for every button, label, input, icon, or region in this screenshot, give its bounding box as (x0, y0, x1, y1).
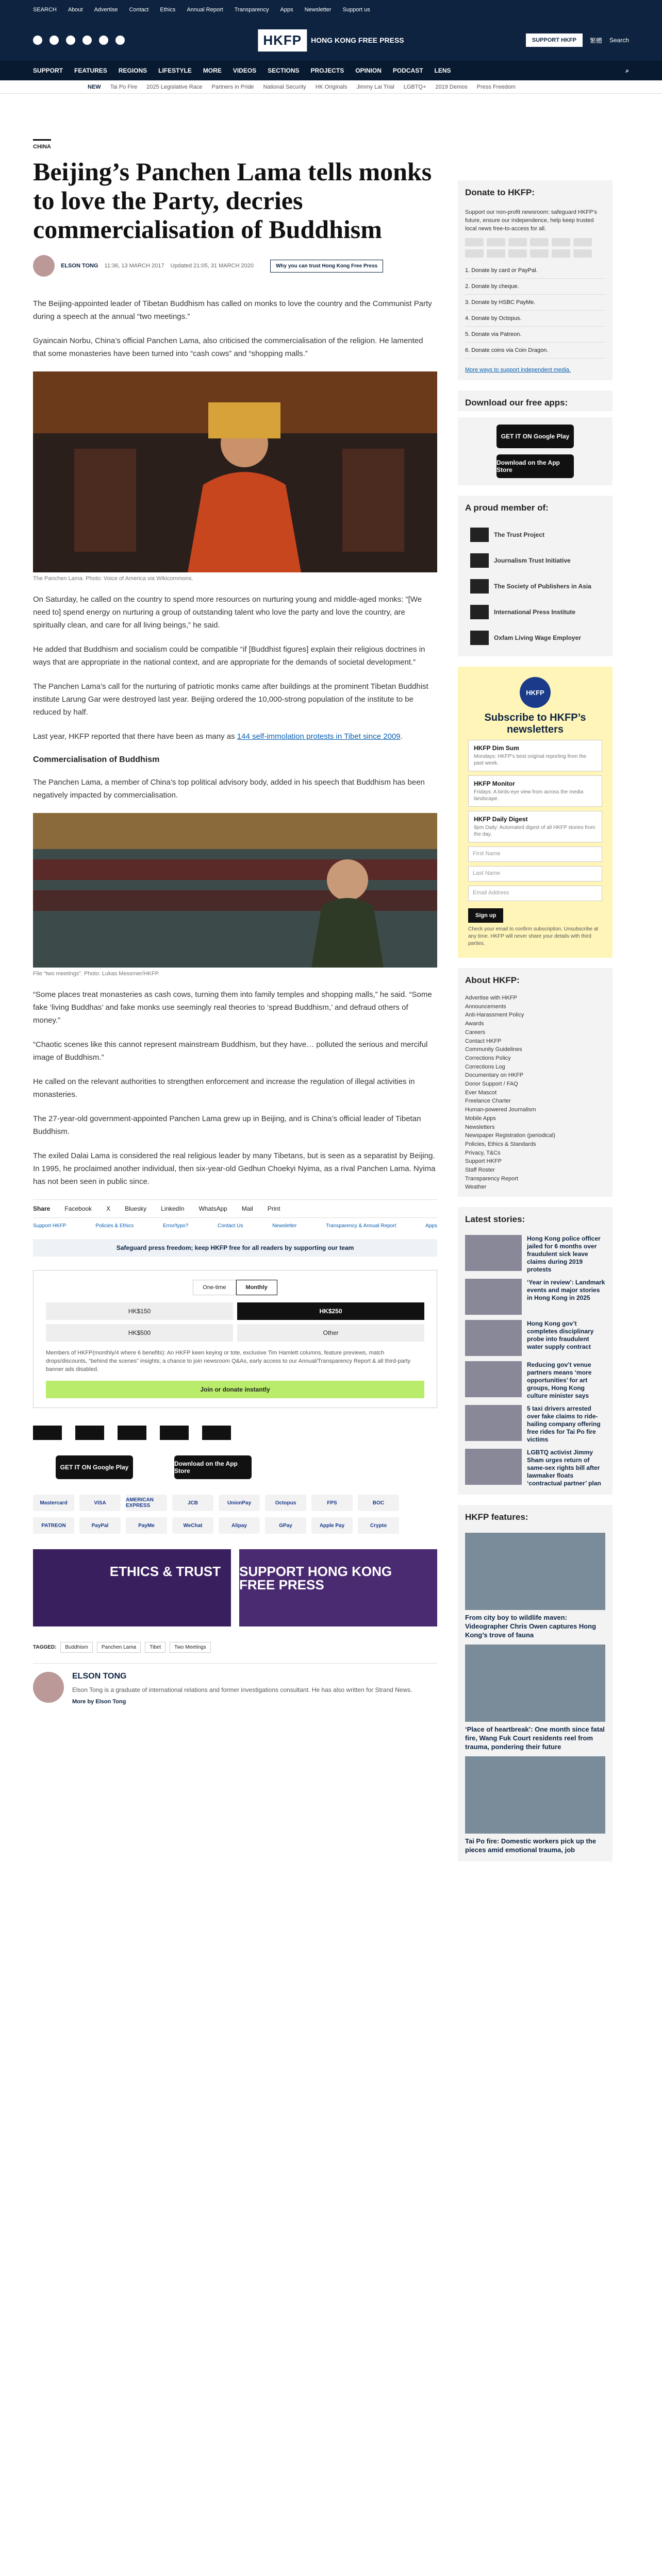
latest-story[interactable] (465, 1279, 605, 1315)
feature-title: From city boy to wildlife maven: Videographer Chris Owen captures Hong Kong’s trove of fauna (465, 1614, 597, 1639)
about-link[interactable]: Newsletters (465, 1124, 495, 1130)
tags-row (33, 1642, 437, 1653)
amount-option[interactable]: HK$500 (46, 1324, 233, 1342)
photo-illustration (33, 371, 437, 572)
author-name[interactable]: ELSON TONG (61, 263, 98, 269)
language-toggle[interactable]: 繁體 (589, 37, 602, 44)
safeguard-banner[interactable]: Safeguard press freedom; keep HKFP free for all readers by supporting our team (33, 1239, 437, 1257)
nav-item[interactable]: PROJECTS (310, 67, 344, 74)
visa-icon: VISA (79, 1495, 121, 1511)
about-link[interactable]: Transparency Report (465, 1175, 518, 1182)
newsletter-desc: Fridays: A birds-eye view from across the media landscape. (474, 789, 584, 802)
newsletter-name: HKFP Dim Sum (474, 744, 519, 752)
about-link[interactable]: Careers (465, 1029, 486, 1036)
paragraph: The Beijing-appointed leader of Tibetan Buddhism has called on monks to love the country and the Communist Party during a speech at the annual “two meetings.” (33, 299, 432, 321)
more-ways-link[interactable]: More ways to support independent media. (465, 367, 571, 373)
share-facebook[interactable]: Facebook (64, 1205, 92, 1212)
top-link[interactable]: About (68, 7, 83, 13)
paragraph: “Some places treat monasteries as cash cows, turning them into family temples and shopping malls,” he said. “Some fake ‘living Buddhas’ and fake monks use seemingly real theories to ‘spread Buddhism,’ and defraud others of money.” (33, 990, 432, 1025)
author-box (33, 1663, 437, 1705)
app-store-badge[interactable]: Download on the App Store (174, 1455, 252, 1479)
main-nav (0, 61, 662, 80)
paragraph: The exiled Dalai Lama is considered the real religious leader by many Tibetans, but is seen as a separatist by Beijing. In 1995, he proclaimed another individual, then six-year-old Gedhun Choekyi Nyima, as a rival Panchen Lama. Nyima has not been seen in public since. (33, 1151, 436, 1186)
policy-link[interactable]: Policies & Ethics (95, 1223, 134, 1229)
newsletter-name: HKFP Daily Digest (474, 816, 528, 823)
tags-label: TAGGED: (33, 1645, 57, 1650)
sign-up-button[interactable]: Sign up (468, 908, 503, 923)
member-name: Oxfam Living Wage Employer (494, 634, 581, 641)
paragraph: Gyaincain Norbu, China’s official Panchen Lama, also criticised the commercialisation of the religion. He lamented that some monasteries have been turned into “cash cows” and “shopping malls.” (33, 336, 423, 358)
about-link[interactable]: Staff Roster (465, 1167, 495, 1174)
alipay-icon: Alipay (219, 1517, 260, 1534)
nav-item[interactable]: REGIONS (118, 67, 147, 74)
amount-option-selected[interactable]: HK$250 (237, 1302, 424, 1320)
top-link[interactable]: Ethics (160, 7, 176, 13)
ticker-link[interactable]: LGBTQ+ (403, 83, 426, 90)
about-link[interactable]: Community Guidelines (465, 1046, 522, 1053)
story-thumbnail (465, 1449, 522, 1485)
paragraph: The Panchen Lama’s call for the nurturing of patriotic monks came after buildings at the prominent Tibetan Buddhist institute Larung Gar were destroyed last year. Beijing ordered the 10,000-strong population of the institute to be reduced by half. (33, 682, 428, 717)
google-play-badge[interactable]: GET IT ON Google Play (56, 1455, 133, 1479)
author-bio: Elson Tong is a graduate of international relations and former investigations consultant. He has also written for Strand News. (72, 1686, 412, 1693)
updated-date: Updated 21:05, 31 MARCH 2020 (170, 263, 254, 269)
donation-widget (33, 1270, 437, 1408)
linkedin-icon[interactable] (99, 36, 108, 45)
about-link[interactable]: Policies, Ethics & Standards (465, 1141, 536, 1147)
member-name: International Press Institute (494, 608, 576, 616)
sidebar (458, 180, 613, 1861)
about-link[interactable]: Advertise with HKFP (465, 995, 517, 1001)
nav-item[interactable]: MORE (203, 67, 222, 74)
search-icon[interactable]: ⌕ (625, 66, 629, 74)
donate-heading: Donate to HKFP: (458, 180, 613, 201)
about-link[interactable]: Freelance Charter (465, 1098, 511, 1105)
story-thumbnail (465, 1405, 522, 1441)
pay-icon (573, 238, 592, 246)
newsletter-name: HKFP Monitor (474, 780, 515, 787)
ipi-logo (160, 1426, 189, 1440)
share-x[interactable]: X (106, 1205, 111, 1212)
top-link[interactable]: Newsletter (304, 7, 332, 13)
donate-payment-icons (465, 238, 605, 258)
pay-icon (508, 249, 527, 258)
amount-option[interactable]: HK$150 (46, 1302, 233, 1320)
sopa-logo (470, 579, 489, 594)
photo-caption: The Panchen Lama. Photo: Voice of America via Wikicommons. (33, 575, 193, 582)
newsletter-option[interactable] (468, 740, 602, 771)
jti-logo (470, 553, 489, 568)
member-item[interactable] (470, 528, 600, 542)
paragraph: “Chaotic scenes like this cannot represent mainstream Buddhism, but they have… polluted the serious and merciful image of Buddhism.” (33, 1040, 428, 1062)
trust-badge[interactable]: Why you can trust Hong Kong Free Press (270, 260, 383, 273)
wechat-icon: WeChat (172, 1517, 213, 1534)
nav-item[interactable]: VIDEOS (233, 67, 257, 74)
ethics-banner[interactable] (33, 1549, 231, 1626)
donate-option[interactable]: 4. Donate by Octopus. (465, 311, 605, 327)
latest-story[interactable] (465, 1235, 605, 1274)
tag[interactable]: Panchen Lama (97, 1642, 141, 1653)
patreon-icon: PATREON (33, 1517, 74, 1534)
donate-option[interactable]: 6. Donate coins via Coin Dragon. (465, 343, 605, 359)
pay-icon (508, 238, 527, 246)
about-link[interactable]: Corrections Log (465, 1063, 505, 1070)
member-heading: A proud member of: (458, 496, 613, 516)
jcb-icon: JCB (172, 1495, 213, 1511)
ticker-link[interactable]: Tai Po Fire (110, 83, 138, 90)
about-link[interactable]: Donor Support / FAQ (465, 1081, 518, 1088)
app-store-badges (56, 1455, 437, 1479)
latest-heading: Latest stories: (458, 1207, 613, 1228)
photo-illustration (33, 813, 437, 968)
policy-link[interactable]: Contact Us (217, 1223, 243, 1229)
oxfam-logo (202, 1426, 231, 1440)
publish-date: 11:36, 13 MARCH 2017 (104, 263, 164, 269)
story-thumbnail (465, 1279, 522, 1315)
frequency-monthly[interactable]: Monthly (236, 1280, 277, 1295)
more-by-author-link[interactable]: More by Elson Tong (72, 1699, 126, 1705)
tag[interactable]: Tibet (145, 1642, 166, 1653)
latest-story[interactable] (465, 1449, 605, 1487)
top-link[interactable]: SEARCH (33, 7, 57, 13)
trust-project-logo (33, 1426, 62, 1440)
search-link[interactable]: Search (609, 37, 629, 44)
story-title: ‘Year in review’: Landmark events and major stories in Hong Kong in 2025 (527, 1279, 605, 1302)
email-field[interactable]: Email Address (468, 886, 602, 901)
sopa-logo (118, 1426, 146, 1440)
story-title: LGBTQ activist Jimmy Sham urges return of same-sex rights bill after lawmaker floats ‘contractual partner’ plan (527, 1449, 601, 1487)
logo-text: HONG KONG FREE PRESS (311, 36, 404, 44)
about-link[interactable]: Announcements (465, 1003, 506, 1010)
nav-item[interactable]: PODCAST (392, 67, 423, 74)
latest-stories (458, 1228, 613, 1495)
paragraph: He called on the relevant authorities to strengthen enforcement and increase the regulation of illegal activities in monasteries. (33, 1077, 415, 1099)
member-logos (458, 516, 613, 656)
member-item[interactable] (470, 631, 600, 645)
author-avatar (33, 255, 55, 277)
facebook-icon[interactable] (33, 36, 42, 45)
nav-item[interactable]: SECTIONS (268, 67, 300, 74)
crypto-icon: Crypto (358, 1517, 399, 1534)
self-immolation-link[interactable]: 144 self-immolation protests in Tibet since 2009 (237, 732, 401, 741)
category-label[interactable]: CHINA (33, 139, 51, 150)
story-title: Hong Kong police officer jailed for 6 months over fraudulent sick leave claims during 2019 protests (527, 1235, 601, 1274)
amount-option-other[interactable]: Other (237, 1324, 424, 1342)
payment-methods (33, 1495, 437, 1534)
byline (33, 255, 437, 277)
pay-icon (465, 238, 484, 246)
pay-icon (530, 249, 549, 258)
share-linkedin[interactable]: LinkedIn (161, 1205, 185, 1212)
support-banner[interactable] (239, 1549, 437, 1626)
about-heading: About HKFP: (458, 968, 613, 989)
member-name: The Trust Project (494, 531, 545, 538)
share-bar (33, 1199, 437, 1218)
first-name-field[interactable]: First Name (468, 846, 602, 862)
member-item[interactable] (470, 553, 600, 568)
feature-image (465, 1756, 605, 1834)
site-logo[interactable] (258, 29, 404, 52)
panchen-lama-photo (33, 371, 437, 572)
hkfp-logo: HKFP (520, 677, 551, 708)
about-link[interactable]: Anti-Harassment Policy (465, 1012, 524, 1019)
unionpay-icon: UnionPay (219, 1495, 260, 1511)
feature-story[interactable] (465, 1756, 605, 1854)
about-list (458, 989, 613, 1197)
mastercard-icon: Mastercard (33, 1495, 74, 1511)
payme-icon: PayMe (126, 1517, 167, 1534)
top-link[interactable]: Transparency (234, 7, 269, 13)
newsletter-box (458, 667, 613, 958)
ticker-link[interactable]: 2019 Demos (435, 83, 468, 90)
about-link[interactable]: Mobile Apps (465, 1115, 496, 1122)
ipi-logo (470, 605, 489, 619)
top-link[interactable]: Support us (342, 7, 370, 13)
newsletter-title: Subscribe to HKFP’s newsletters (484, 712, 586, 735)
photo-caption: File “two meetings”. Photo: Lukas Messmer/HKFP. (33, 971, 160, 977)
boc-icon: BOC (358, 1495, 399, 1511)
about-link[interactable]: Newspaper Registration (periodical) (465, 1132, 555, 1139)
ticker-label: NEW (88, 83, 101, 90)
pay-icon (552, 249, 570, 258)
nav-item[interactable]: FEATURES (74, 67, 107, 74)
frequency-one-time[interactable]: One-time (193, 1280, 236, 1295)
story-thumbnail (465, 1235, 522, 1271)
about-link[interactable]: Weather (465, 1184, 487, 1191)
section-heading: Commercialisation of Buddhism (33, 755, 160, 764)
ticker-link[interactable]: Partners in Pride (211, 83, 254, 90)
youtube-icon[interactable] (82, 36, 92, 45)
google-play-badge[interactable]: GET IT ON Google Play (496, 425, 574, 448)
pay-icon (487, 238, 505, 246)
octopus-icon: Octopus (265, 1495, 306, 1511)
paragraph: The Panchen Lama, a member of China’s top political advisory body, added in his speech that Buddhism has been negatively impacted by commercialisation. (33, 778, 425, 800)
nav-item[interactable]: OPINION (355, 67, 382, 74)
text-span: . (400, 732, 403, 741)
donate-option[interactable]: 1. Donate by card or PayPal. (465, 263, 605, 279)
nav-item[interactable]: LIFESTYLE (158, 67, 192, 74)
paragraph: On Saturday, he called on the country to spend more resources on nurturing young and middle-aged monks: “[We need to] spend energy on nurturing a group of outstanding talent who love the party and love the country, are spiritually clean, and care for all living beings,” he said. (33, 595, 422, 630)
policy-link[interactable]: Error/typo? (162, 1223, 189, 1229)
story-title: 5 taxi drivers arrested over fake claims to ride-hailing company offering free rides for Tai Po fire victims (527, 1405, 601, 1444)
share-bluesky[interactable]: Bluesky (125, 1205, 147, 1212)
applepay-icon: Apple Pay (311, 1517, 353, 1534)
member-name: The Society of Publishers in Asia (494, 583, 591, 590)
fps-icon: FPS (311, 1495, 353, 1511)
oxfam-logo (470, 631, 489, 645)
story-title: Reducing gov’t venue partners means ‘more opportunities’ for art groups, Hong Kong culture minister says (527, 1361, 592, 1400)
logo-mark: HKFP (258, 29, 307, 52)
pay-icon (465, 249, 484, 258)
feature-story[interactable] (465, 1645, 605, 1751)
apps-heading: Download our free apps: (458, 391, 613, 411)
last-name-field[interactable]: Last Name (468, 866, 602, 882)
top-link[interactable]: Advertise (94, 7, 118, 13)
social-icons (33, 36, 125, 45)
article-title: Beijing’s Panchen Lama tells monks to love the Party, decries commercialisation of Buddhism (33, 157, 432, 244)
policy-link[interactable]: Transparency & Annual Report (326, 1223, 396, 1229)
banner-title: ETHICS & TRUST (109, 1564, 221, 1579)
top-link[interactable]: Annual Report (187, 7, 223, 13)
partner-logos (33, 1426, 437, 1440)
ticker-link[interactable]: 2025 Legislative Race (146, 83, 203, 90)
jti-logo (75, 1426, 104, 1440)
ticker-link[interactable]: Press Freedom (476, 83, 516, 90)
donate-box (458, 201, 613, 380)
pay-icon (487, 249, 505, 258)
newsletter-desc: 9pm Daily: Automated digest of all HKFP stories from the day. (474, 825, 595, 837)
pay-icon (573, 249, 592, 258)
paragraph (33, 730, 437, 743)
donate-option[interactable]: 2. Donate by cheque. (465, 279, 605, 295)
rss-icon[interactable] (115, 36, 125, 45)
feature-title: ‘Place of heartbreak’: One month since fatal fire, Wang Fuk Court residents reel from trauma, pondering their future (465, 1725, 605, 1751)
instagram-icon[interactable] (66, 36, 75, 45)
share-print[interactable]: Print (267, 1205, 280, 1212)
apps-box (458, 417, 613, 485)
x-icon[interactable] (49, 36, 59, 45)
newsletter-option[interactable] (468, 775, 602, 807)
about-link[interactable]: Documentary on HKFP (465, 1072, 524, 1079)
feature-image (465, 1533, 605, 1610)
share-whatsapp[interactable]: WhatsApp (198, 1205, 227, 1212)
join-donate-button[interactable]: Join or donate instantly (46, 1381, 424, 1398)
donate-option[interactable]: 3. Donate by HSBC PayMe. (465, 295, 605, 311)
feature-story[interactable] (465, 1533, 605, 1639)
share-label: Share (33, 1205, 51, 1212)
member-item[interactable] (470, 579, 600, 594)
about-link[interactable]: Privacy, T&Cs (465, 1149, 501, 1156)
story-title: Hong Kong gov’t completes disciplinary probe into fraudulent water supply contract (527, 1320, 594, 1351)
features-heading: HKFP features: (458, 1505, 613, 1526)
author-box-name[interactable]: ELSON TONG (72, 1672, 127, 1681)
member-name: Journalism Trust Initiative (494, 557, 571, 564)
newsletter-note: Check your email to confirm subscription. Unsubscribe at any time. HKFP will never share your details with third parties. (468, 926, 599, 946)
pay-icon (552, 238, 570, 246)
paypal-icon: PayPal (79, 1517, 121, 1534)
story-thumbnail (465, 1320, 522, 1356)
tag[interactable]: Buddhism (60, 1642, 92, 1653)
author-avatar (33, 1672, 64, 1703)
ticker-link[interactable]: Jimmy Lai Trial (356, 83, 394, 90)
story-thumbnail (465, 1361, 522, 1397)
text-span: Last year, HKFP reported that there have been as many as (33, 732, 237, 741)
policy-link[interactable]: Apps (425, 1223, 437, 1229)
about-link[interactable]: Ever Mascot (465, 1089, 497, 1096)
two-meetings-photo (33, 813, 437, 968)
ticker-link[interactable]: National Security (263, 83, 306, 90)
policy-link[interactable]: Newsletter (272, 1223, 297, 1229)
latest-story[interactable] (465, 1361, 605, 1400)
banner-title: SUPPORT HONG KONG FREE PRESS (239, 1564, 392, 1592)
policy-link[interactable]: Support HKFP (33, 1223, 67, 1229)
article-body (33, 297, 437, 1188)
latest-story[interactable] (465, 1405, 605, 1444)
paragraph: The 27-year-old government-appointed Panchen Lama grew up in Beijing, and is China’s official leader of Tibetan Buddhism. (33, 1114, 421, 1136)
feature-title: Tai Po fire: Domestic workers pick up the pieces amid emotional trauma, job (465, 1837, 597, 1854)
latest-story[interactable] (465, 1320, 605, 1356)
paragraph: He added that Buddhism and socialism could be compatible “if [Buddhist figures] explain their religious doctrines in ways that are appropriate in the national context, and are appropriate for the demands of societal development.” (33, 645, 425, 667)
tag[interactable]: Two Meetings (170, 1642, 211, 1653)
top-link[interactable]: Contact (129, 7, 149, 13)
features-list (458, 1526, 613, 1861)
newsletter-desc: Mondays: HKFP’s best original reporting from the past week. (474, 754, 587, 766)
donate-text: Support our non-profit newsroom: safeguard HKFP’s future, ensure our independence, help keep trusted local news free-to-access for all. (465, 209, 597, 232)
ticker-link[interactable]: HK Originals (315, 83, 347, 90)
trust-project-logo (470, 528, 489, 542)
nav-item[interactable]: SUPPORT (33, 67, 63, 74)
trending-ticker (0, 80, 662, 94)
about-link[interactable]: Support HKFP (465, 1158, 502, 1165)
policy-links (33, 1223, 437, 1229)
top-utility-bar (0, 0, 662, 20)
feature-image (465, 1645, 605, 1722)
support-hkfp-button[interactable]: SUPPORT HKFP (526, 33, 583, 47)
about-link[interactable]: Awards (465, 1021, 484, 1027)
pay-icon (530, 238, 549, 246)
donate-options (465, 263, 605, 359)
gpay-icon: GPay (265, 1517, 306, 1534)
about-link[interactable]: Corrections Policy (465, 1055, 511, 1061)
amex-icon: AMERICAN EXPRESS (126, 1495, 167, 1511)
share-mail[interactable]: Mail (241, 1205, 253, 1212)
app-store-badge[interactable]: Download on the App Store (496, 454, 574, 478)
top-link[interactable]: Apps (280, 7, 293, 13)
nav-item[interactable]: LENS (434, 67, 451, 74)
about-link[interactable]: Contact HKFP (465, 1038, 502, 1044)
member-item[interactable] (470, 605, 600, 619)
donation-note: Members of HKFP(monthly/4 where 6 benefits): An HKFP keen keying or tote, exclusive Tim Hamlett columns, feature previews, match drops/discounts, “behind the scenes” insights; a chance to join newsroom Q&As, early access to our Annual/Transparency Report & all third-party banner ads disabled. (46, 1350, 411, 1372)
article-main (33, 139, 437, 1861)
brand-bar (0, 20, 662, 61)
about-link[interactable]: Human-powered Journalism (465, 1107, 536, 1113)
donate-option[interactable]: 5. Donate via Patreon. (465, 327, 605, 343)
promo-banners (33, 1549, 437, 1626)
newsletter-option[interactable] (468, 811, 602, 842)
